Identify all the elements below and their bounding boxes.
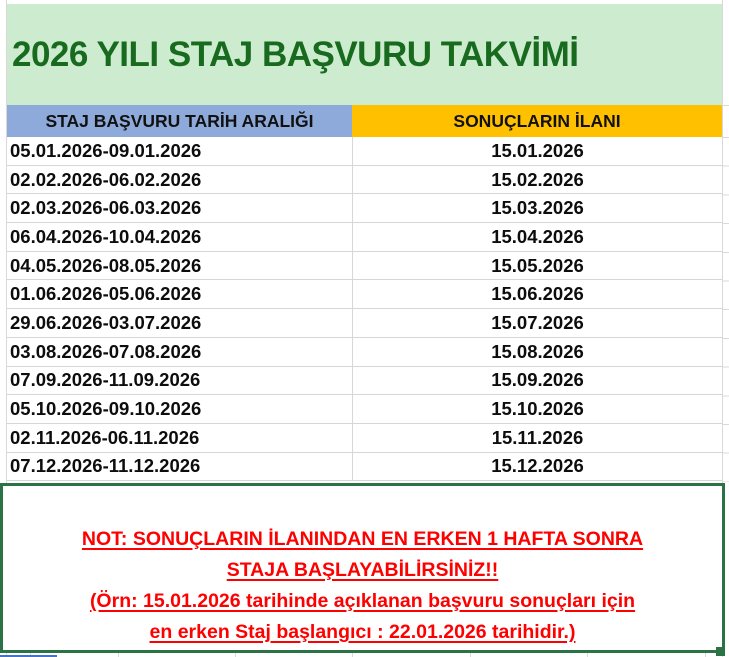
shape-resize-handle[interactable] [716,647,725,656]
date-range-cell[interactable]: 29.06.2026-03.07.2026 [10,311,202,333]
date-range-cell[interactable]: 06.04.2026-10.04.2026 [10,225,202,247]
gridline-column-tick [118,653,119,657]
table-body [7,137,722,481]
result-date-cell[interactable]: 15.03.2026 [352,194,722,222]
table-row [7,338,722,367]
table-row [7,309,722,338]
result-date-cell[interactable]: 15.05.2026 [352,252,722,280]
column-header-results-announcement[interactable]: SONUÇLARIN İLANI [352,105,722,137]
note-line-3: (Örn: 15.01.2026 tarihinde açıklanan başvuru sonuçları için [89,590,636,612]
note-box[interactable] [0,483,725,653]
result-date-cell[interactable]: 15.02.2026 [352,166,722,194]
date-range-cell[interactable]: 05.10.2026-09.10.2026 [10,398,202,420]
gridline-column-tick [587,653,588,657]
table-row [7,395,722,424]
page-title: 2026 YILI STAJ BAŞVURU TAKVİMİ [12,34,579,74]
date-range-cell[interactable]: 02.11.2026-06.11.2026 [10,426,200,448]
date-range-cell[interactable]: 01.06.2026-05.06.2026 [10,283,202,305]
table-row [7,252,722,281]
calendar-content [7,4,722,481]
result-date-cell[interactable]: 15.12.2026 [352,453,722,481]
result-date-cell[interactable]: 15.01.2026 [352,137,722,165]
table-row [7,137,722,166]
note-line-4: en erken Staj başlangıcı : 22.01.2026 tarihidir.) [149,621,576,643]
date-range-cell[interactable]: 05.01.2026-09.01.2026 [10,139,202,161]
table-header-row [7,105,722,137]
date-range-cell[interactable]: 03.08.2026-07.08.2026 [10,340,202,362]
date-range-cell[interactable]: 07.12.2026-11.12.2026 [10,455,201,477]
gridline-column-tick [352,653,353,657]
column-header-date-range[interactable]: STAJ BAŞVURU TARİH ARALIĞI [7,105,352,137]
result-date-cell[interactable]: 15.10.2026 [352,395,722,423]
gridline-column-tick [470,653,471,657]
gridline-column-tick [705,653,706,657]
date-range-cell[interactable]: 07.09.2026-11.09.2026 [10,369,201,391]
date-range-cell[interactable]: 02.02.2026-06.02.2026 [10,168,202,190]
note-line-2: STAJA BAŞLAYABİLİRSİNİZ!! [226,559,499,581]
result-date-cell[interactable]: 15.09.2026 [352,367,722,395]
table-row [7,280,722,309]
table-row [7,453,722,482]
result-date-cell[interactable]: 15.11.2026 [352,424,722,452]
result-date-cell[interactable]: 15.04.2026 [352,223,722,251]
note-line-1: NOT: SONUÇLARIN İLANINDAN EN ERKEN 1 HAFTA SONRA [81,528,644,550]
table-row [7,166,722,195]
gridline-column-tick [235,653,236,657]
date-range-cell[interactable]: 02.03.2026-06.03.2026 [10,197,202,219]
result-date-cell[interactable]: 15.08.2026 [352,338,722,366]
gridline-row-tick-top [723,105,729,106]
table-row [7,424,722,453]
table-row [7,194,722,223]
table-row [7,367,722,396]
result-date-cell[interactable]: 15.06.2026 [352,280,722,308]
gridline-row-ticks [723,137,729,482]
table-row [7,223,722,252]
date-range-cell[interactable]: 04.05.2026-08.05.2026 [10,254,202,276]
result-date-cell[interactable]: 15.07.2026 [352,309,722,337]
title-cell[interactable] [7,4,722,105]
